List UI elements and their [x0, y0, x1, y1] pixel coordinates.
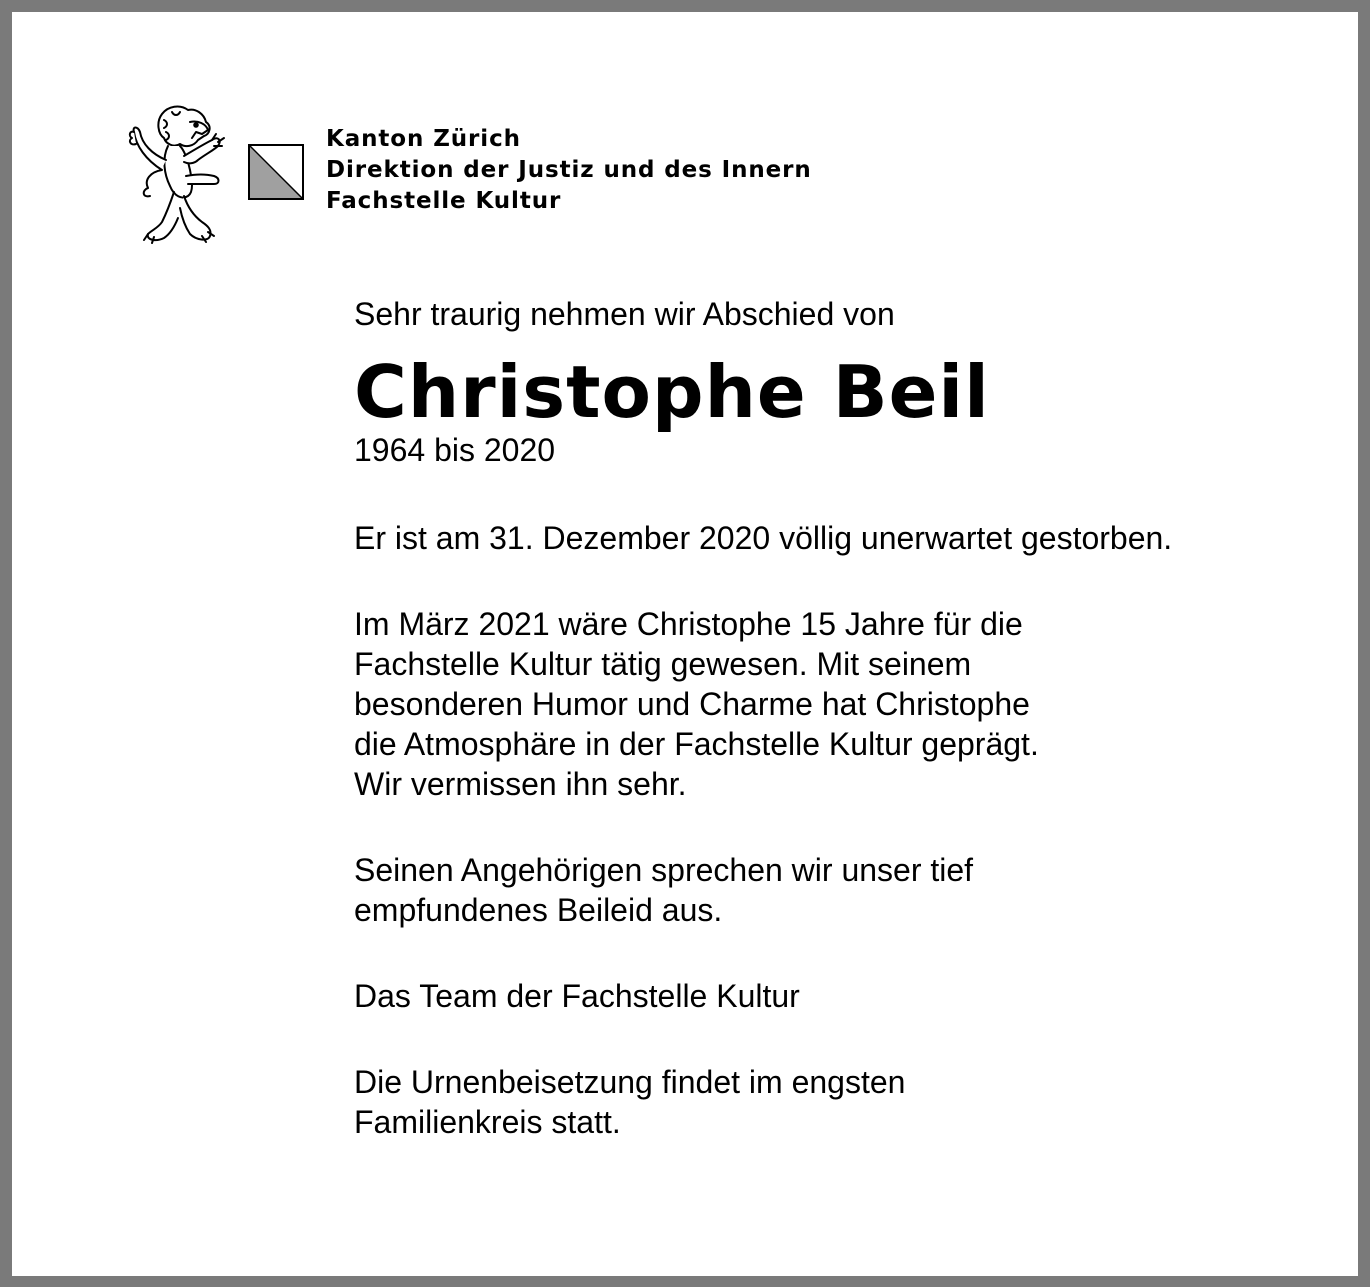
obituary-text: [354, 294, 1314, 1142]
burial-line: Die Urnenbeisetzung findet im engsten: [354, 1064, 906, 1100]
intro-line: Sehr traurig nehmen wir Abschied von: [354, 296, 895, 332]
zurich-shield-icon: [248, 144, 304, 200]
tribute-line: Fachstelle Kultur tätig gewesen. Mit seinem: [354, 646, 972, 682]
document-page: [12, 12, 1358, 1276]
org-line-department: Fachstelle Kultur: [326, 188, 562, 214]
tribute-line: die Atmosphäre in der Fachstelle Kultur geprägt.: [354, 726, 1039, 762]
tribute-paragraph: [354, 604, 1314, 804]
condolence-line: empfundenes Beileid aus.: [354, 892, 723, 928]
tribute-line: besonderen Humor und Charme hat Christophe: [354, 686, 1030, 722]
condolence-line: Seinen Angehörigen sprechen wir unser tief: [354, 852, 974, 888]
signature: Das Team der Fachstelle Kultur: [354, 978, 800, 1014]
burial-line: Familienkreis statt.: [354, 1104, 621, 1140]
deceased-name: Christophe Beil: [354, 350, 990, 434]
org-line-directorate: Direktion der Justiz und des Innern: [326, 157, 812, 183]
zurich-lion-icon: [124, 100, 232, 244]
condolence-paragraph: [354, 850, 1314, 930]
organization-block: [326, 124, 812, 217]
tribute-line: Im März 2021 wäre Christophe 15 Jahre für die: [354, 606, 1023, 642]
burial-paragraph: [354, 1062, 1314, 1142]
life-years: 1964 bis 2020: [354, 432, 556, 468]
death-statement: Er ist am 31. Dezember 2020 völlig unerwartet gestorben.: [354, 520, 1173, 556]
org-line-canton: Kanton Zürich: [326, 126, 521, 152]
tribute-line: Wir vermissen ihn sehr.: [354, 766, 687, 802]
